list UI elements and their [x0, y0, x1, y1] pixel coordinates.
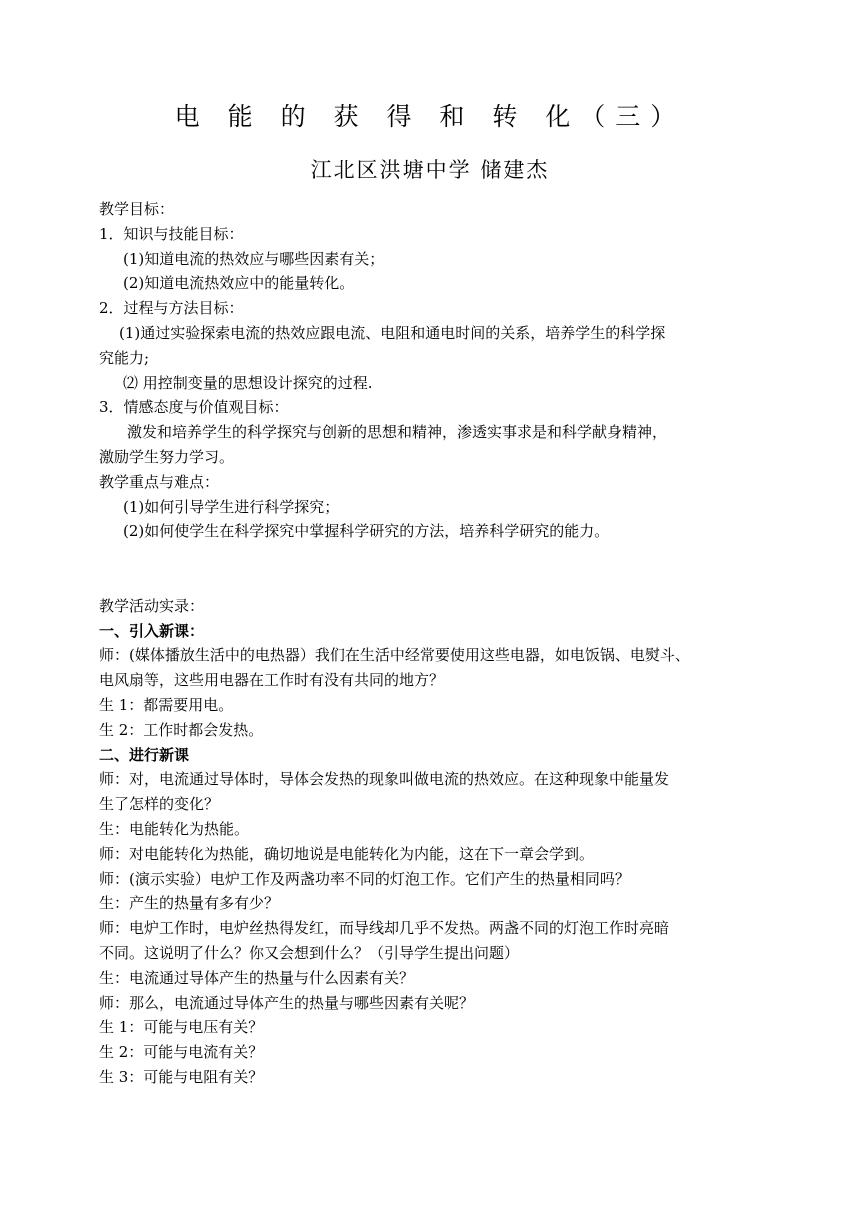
dialogue-line-continued: 生了怎样的变化？: [99, 795, 220, 814]
dialogue-line: 师：(演示实验）电炉工作及两盏功率不同的灯泡工作。它们产生的热量相同吗？: [99, 869, 630, 888]
dialogue-line: 师：对，电流通过导体时，导体会发热的现象叫做电流的热效应。在这种现象中能量发: [99, 770, 670, 789]
section-spacer: [99, 544, 759, 594]
dialogue-line: 生：电能转化为热能。: [99, 819, 250, 838]
document-title: 电 能 的 获 得 和 转 化（三）: [174, 102, 686, 131]
objective-2-item-2: ⑵ 用控制变量的思想设计探究的过程.: [123, 373, 373, 392]
dialogue-line: 师：电炉工作时，电炉丝热得发红，而导线却几乎不发热。两盏不同的灯泡工作时亮暗: [99, 919, 670, 938]
section-2-heading: 二、进行新课: [99, 745, 190, 764]
objective-3-text: 激发和培养学生的科学探究与创新的思想和精神，渗透实事求是和科学献身精神，: [127, 423, 668, 442]
objective-3-heading: 3．情感态度与价值观目标：: [99, 398, 289, 417]
dialogue-line: 生：产生的热量有多有少？: [99, 894, 280, 913]
dialogue-line: 生 1：都需要用电。: [99, 695, 234, 714]
objectives-heading: 教学目标：: [99, 200, 175, 218]
dialogue-line: 生 2：可能与电流有关？: [99, 1043, 264, 1062]
dialogue-line: 师：(媒体播放生活中的电热器）我们在生活中经常要使用这些电器，如电饭锅、电熨斗、: [99, 646, 690, 665]
dialogue-line: 师：那么，电流通过导体产生的热量与哪些因素有关呢？: [99, 993, 475, 1012]
keypoint-2: (2)如何使学生在科学探究中掌握科学研究的方法，培养科学研究的能力。: [123, 522, 610, 541]
objective-1-item-2: (2)知道电流热效应中的能量转化。: [123, 274, 355, 293]
keypoints-heading: 教学重点与难点：: [99, 472, 220, 491]
section-1-heading: 一、引入新课：: [99, 621, 205, 640]
objective-2-item-1: (1)通过实验探索电流的热效应跟电流、电阻和通电时间的关系，培养学生的科学探: [119, 323, 666, 342]
dialogue-line: 生：电流通过导体产生的热量与什么因素有关？: [99, 968, 415, 987]
document-body: [99, 197, 759, 1090]
keypoint-1: (1)如何引导学生进行科学探究；: [123, 497, 340, 516]
dialogue-line: 生 2：工作时都会发热。: [99, 720, 264, 739]
dialogue-line: 生 3：可能与电阻有关？: [99, 1067, 264, 1086]
objective-3-text-continued: 激励学生努力学习。: [99, 447, 235, 466]
objective-1-item-1: (1)知道电流的热效应与哪些因素有关；: [123, 249, 385, 268]
dialogue-line-continued: 电风扇等，这些用电器在工作时有没有共同的地方？: [99, 671, 445, 690]
dialogue-line-continued: 不同。这说明了什么？你又会想到什么？（引导学生提出问题）: [99, 943, 520, 962]
activity-heading: 教学活动实录：: [99, 596, 205, 615]
objective-2-item-1-continued: 究能力;: [99, 348, 150, 367]
dialogue-line: 师：对电能转化为热能，确切地说是电能转化为内能，这在下一章会学到。: [99, 844, 595, 863]
objective-2-heading: 2．过程与方法目标：: [99, 299, 244, 318]
document-author: 江北区洪塘中学 储建杰: [310, 158, 550, 182]
objective-1-heading: 1．知识与技能目标：: [99, 224, 244, 243]
dialogue-line: 生 1：可能与电压有关？: [99, 1018, 264, 1037]
